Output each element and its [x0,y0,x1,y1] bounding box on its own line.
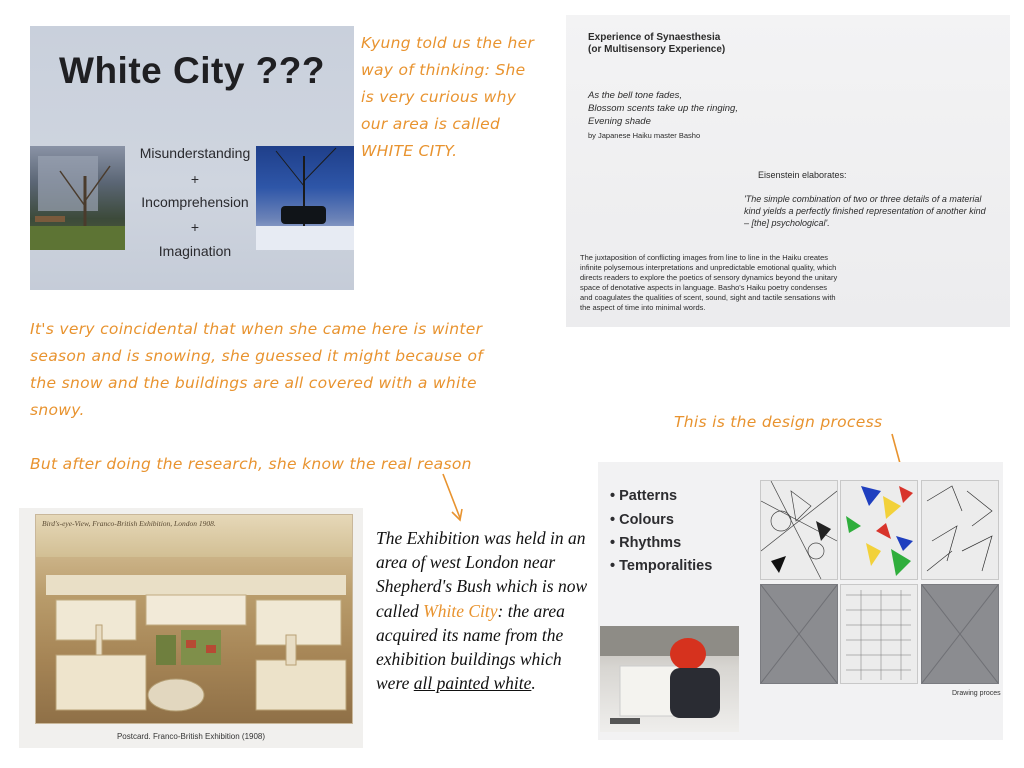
plus-sign: + [190,171,200,187]
body-line: infinite polysemous interpretations and unpredictable emotional quality, which [580,263,837,272]
postcard-caption: Postcard. Franco-British Exhibition (1908) [116,732,266,741]
white-city-highlight: White City [423,600,498,621]
bullet-patterns: • Patterns [610,488,678,504]
exhibition-paragraph [376,526,590,695]
student-drawing-photo [600,626,739,732]
note-design-process: This is the design process [674,413,883,431]
paragraph-text: : the area acquired its name from the exhibition buildings which were [376,600,565,694]
note-line: snowy. [30,401,85,419]
haiku-line: As the bell tone fades, [588,90,683,101]
quote-line: kind yields a perfectly finished representation of another kind [744,206,986,216]
synaesthesia-slide-photo [566,15,1010,327]
exhibition-illustration [36,545,352,723]
paragraph-text: . [531,673,536,694]
bullet-temporalities: • Temporalities [610,558,713,574]
note-line: WHITE CITY. [361,142,458,160]
street-photo-left [30,146,125,250]
snow-photo-right [256,146,354,250]
underlined-text: all painted white [413,673,532,694]
note-line: way of thinking: She [361,61,526,79]
body-line: space of denotative aspects in language. Basho's Haiku poetry condenses [580,283,828,292]
placeholder-tile [921,584,999,684]
postcard-inscription: Bird's-eye-View, Franco-British Exhibition, London 1908. [42,519,216,528]
note-line: is very curious why [361,88,517,106]
haiku-line: Blossom scents take up the ringing, [588,103,738,114]
rhythm-drawing-tile [921,480,999,580]
postcard-image [35,514,353,724]
white-city-slide-photo [30,26,354,290]
note-line: the snow and the buildings are all covered with a white [30,374,477,392]
haiku-credit: by Japanese Haiku master Basho [588,131,701,140]
word-imagination: Imagination [158,243,232,259]
word-incomprehension: Incomprehension [141,194,249,210]
note-line: It's very coincidental that when she came here is winter [30,320,483,338]
quote-line: 'The simple combination of two or three details of a material [744,194,982,204]
note-line: Kyung told us the her [361,34,535,52]
word-misunderstanding: Misunderstanding [139,145,251,161]
note-kyung [361,30,561,165]
note-line: our area is called [361,115,501,133]
body-line: and coagulates the qualities of scent, sound, sight and tactile sensations with [580,293,836,302]
paragraph-text: The Exhibition was held in an area of west London near Shepherd's Bush which is now called [376,528,588,621]
quote-line: – [the] psychological'. [744,218,830,228]
drawing-process-caption: Drawing proces [952,690,1001,697]
bullet-rhythms: • Rhythms [610,535,682,551]
colour-drawing-tile [840,480,918,580]
eisenstein-heading: Eisenstein elaborates: [758,170,847,180]
body-line: directs readers to explore the poetics of sensory dynamics beyond the unitary [580,273,838,282]
slide-title: White City ??? [59,50,325,91]
note-line: season and is snowing, she guessed it might because of [30,347,483,365]
postcard-photo [19,508,363,748]
plus-sign: + [190,219,200,235]
slide2-heading: Experience of Synaesthesia [588,32,721,43]
body-line: The juxtaposition of conflicting images from line to line in the Haiku creates [580,253,829,262]
pattern-drawing-tile [760,480,838,580]
arrow-down-icon [430,470,480,530]
note-coincidence [30,316,550,424]
slide2-subheading: (or Multisensory Experience) [588,44,726,55]
haiku-line: Evening shade [588,116,651,127]
design-process-slide-photo [598,462,1003,740]
placeholder-tile [760,584,838,684]
body-line: the aspect of time into minimal words. [580,303,706,312]
sketch-drawing-tile [840,584,918,684]
note-research: But after doing the research, she know the real reason [30,455,472,473]
bullet-colours: • Colours [610,512,674,528]
